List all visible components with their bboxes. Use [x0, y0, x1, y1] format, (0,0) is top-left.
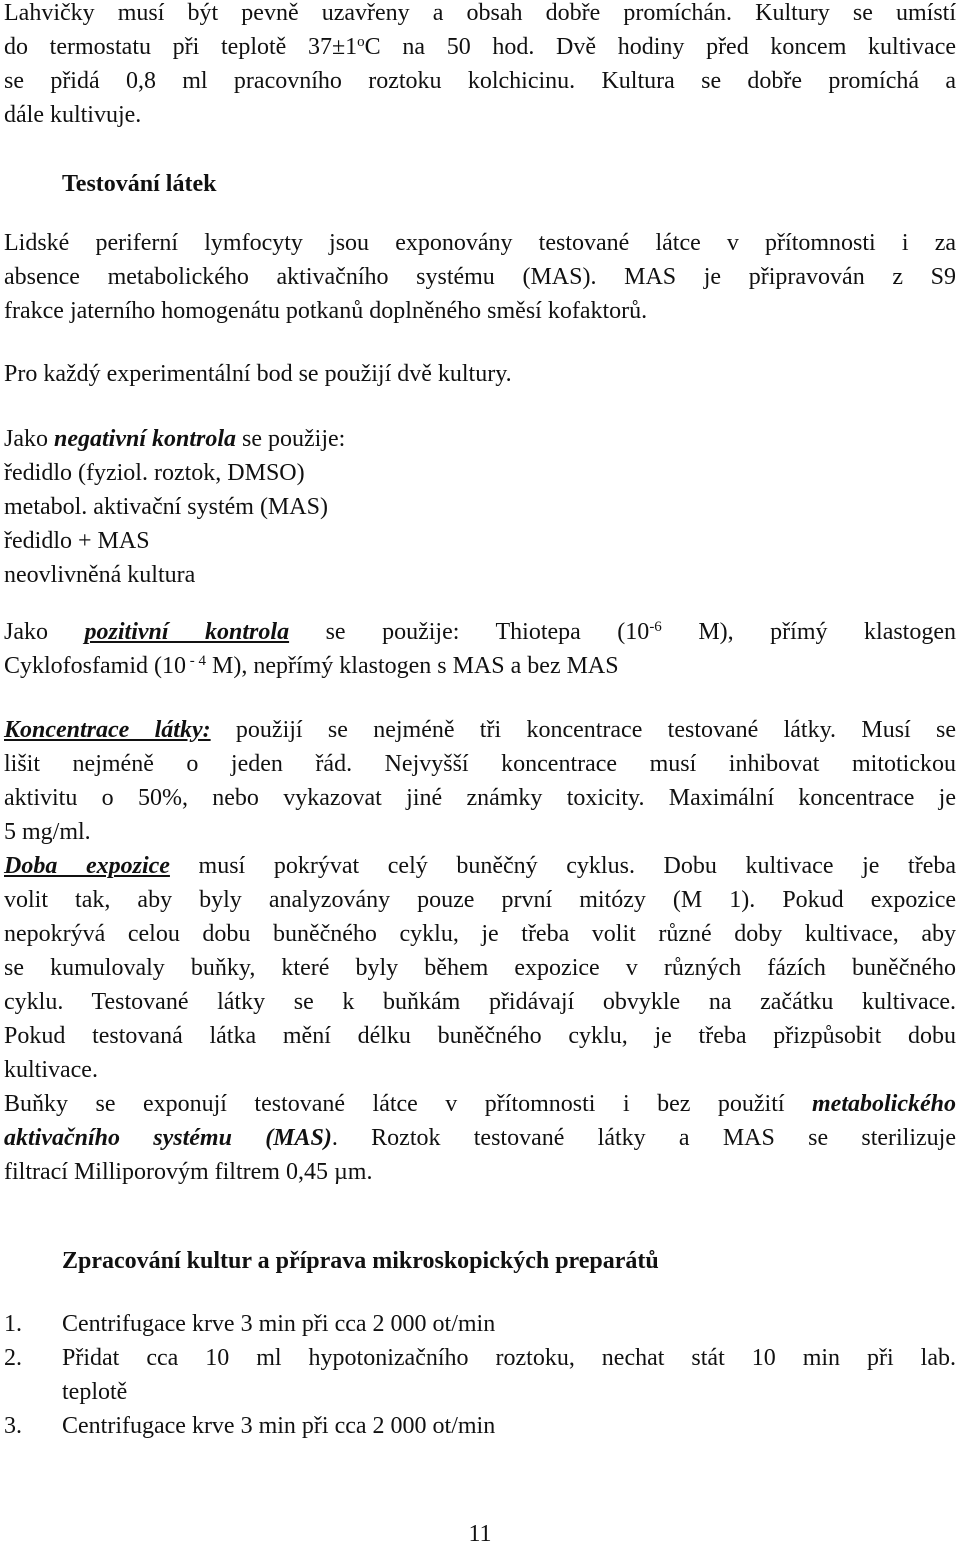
text: 5 mg/ml. — [4, 819, 91, 845]
superscript: -6 — [649, 618, 662, 635]
list-item — [4, 524, 956, 558]
term-emphasis: metabolického — [812, 1091, 956, 1117]
heading-text: Testování látek — [62, 171, 217, 197]
paragraph-line — [4, 781, 956, 815]
list-item — [4, 456, 956, 490]
text: kultivace. — [4, 1057, 98, 1083]
text: neovlivněná kultura — [4, 562, 196, 588]
term-emphasis: aktivačního systému (MAS) — [4, 1125, 332, 1151]
list-item — [4, 558, 956, 592]
text: aktivitu o 50%, nebo vykazovat jiné známky toxicity. Maximální koncentrace je — [4, 785, 956, 811]
term-emphasis: negativní kontrola — [54, 426, 237, 452]
text: do termostatu při teplotě 37±1 — [4, 34, 358, 60]
page-number: 11 — [468, 1521, 492, 1547]
paragraph-line — [4, 917, 956, 951]
numbered-step-continuation — [62, 1375, 956, 1409]
text: filtrací Milliporovým filtrem 0,45 µm. — [4, 1159, 373, 1185]
text: . Roztok testované látky a MAS se sterilizuje — [331, 1125, 956, 1151]
text: Jako — [4, 426, 54, 452]
text: Přidat cca 10 ml hypotonizačního roztoku, nechat stát 10 min při lab. — [62, 1345, 956, 1371]
term-emphasis: Koncentrace látky: — [4, 717, 211, 743]
text: ředidlo (fyziol. roztok, DMSO) — [4, 460, 305, 486]
text: dále kultivuje. — [4, 102, 142, 128]
paragraph-line — [4, 1053, 956, 1087]
text: musí pokrývat celý buněčný cyklus. Dobu kultivace je třeba — [169, 853, 956, 879]
text: metabol. aktivační systém (MAS) — [4, 494, 328, 520]
negative-control-line — [4, 422, 956, 456]
paragraph-line — [4, 815, 956, 849]
section-heading — [62, 167, 956, 201]
paragraph-line — [4, 294, 956, 328]
paragraph-line — [4, 260, 956, 294]
paragraph-line — [4, 98, 956, 132]
text: teplotě — [62, 1379, 128, 1405]
paragraph-line — [4, 1155, 956, 1189]
text: se přidá 0,8 ml pracovního roztoku kolchicinu. Kultura se dobře promíchá a — [4, 68, 956, 94]
numbered-step — [62, 1409, 956, 1443]
superscript: - 4 — [185, 652, 206, 669]
text: lišit nejméně o jeden řád. Nejvyšší koncentrace musí inhibovat mitotickou — [4, 751, 956, 777]
section-heading — [62, 1244, 956, 1278]
text: Lidské periferní lymfocyty jsou exponovány testované látce v přítomnosti i za — [4, 230, 956, 256]
text: se použije: Thiotepa (10 — [289, 619, 650, 645]
text: M), nepřímý klastogen s MAS a bez MAS — [205, 653, 619, 679]
text: C na 50 hod. Dvě hodiny před koncem kultivace — [364, 34, 956, 60]
paragraph-line — [4, 1121, 956, 1155]
positive-control-line — [4, 649, 956, 683]
text: ředidlo + MAS — [4, 528, 150, 554]
text: M), přímý klastogen — [661, 619, 956, 645]
paragraph-line — [4, 1019, 956, 1053]
paragraph-line — [4, 985, 956, 1019]
paragraph-line — [4, 64, 956, 98]
paragraph-line — [4, 849, 956, 883]
text: frakce jaterního homogenátu potkanů doplněného směsí kofaktorů. — [4, 298, 648, 324]
paragraph-line — [4, 747, 956, 781]
text: Cyklofosfamid (10 — [4, 653, 186, 679]
paragraph-line — [4, 1087, 956, 1121]
text: nepokrývá celou dobu buněčného cyklu, je třeba volit různé doby kultivace, aby — [4, 921, 956, 947]
term-emphasis: pozitivní kontrola — [84, 619, 290, 645]
numbered-step — [62, 1307, 956, 1341]
text: Lahvičky musí být pevně uzavřeny a obsah dobře promíchán. Kultury se umístí — [4, 0, 956, 26]
text: Buňky se exponují testované látce v přítomnosti i bez použití — [4, 1091, 813, 1117]
paragraph-line — [4, 951, 956, 985]
text: absence metabolického aktivačního systému (MAS). MAS je připravován z S9 — [4, 264, 956, 290]
text: Centrifugace krve 3 min při cca 2 000 ot/min — [62, 1413, 496, 1439]
text: volit tak, aby byly analyzovány pouze první mitózy (M 1). Pokud expozice — [4, 887, 956, 913]
heading-text: Zpracování kultur a příprava mikroskopických preparátů — [62, 1248, 659, 1274]
paragraph-line — [4, 883, 956, 917]
superscript: o — [357, 33, 365, 50]
list-number: 3. — [4, 1413, 22, 1439]
text: Jako — [4, 619, 85, 645]
text: se použije: — [236, 426, 346, 452]
paragraph-line — [4, 713, 956, 747]
numbered-step — [62, 1341, 956, 1375]
paragraph-line — [4, 357, 956, 391]
paragraph-line — [4, 30, 956, 64]
text: použijí se nejméně tři koncentrace testované látky. Musí se — [210, 717, 957, 743]
list-number: 1. — [4, 1311, 22, 1337]
text: cyklu. Testované látky se k buňkám přidávají obvykle na začátku kultivace. — [4, 989, 956, 1015]
list-number: 2. — [4, 1345, 22, 1371]
list-item — [4, 490, 956, 524]
text: Centrifugace krve 3 min při cca 2 000 ot/min — [62, 1311, 496, 1337]
text: se kumulovaly buňky, které byly během expozice v různých fázích buněčného — [4, 955, 956, 981]
paragraph-line — [4, 0, 956, 30]
text: Pro každý experimentální bod se použijí dvě kultury. — [4, 361, 512, 387]
text: Pokud testovaná látka mění délku buněčného cyklu, je třeba přizpůsobit dobu — [4, 1023, 956, 1049]
paragraph-line — [4, 226, 956, 260]
positive-control-line — [4, 615, 956, 649]
term-emphasis: Doba expozice — [4, 853, 170, 879]
